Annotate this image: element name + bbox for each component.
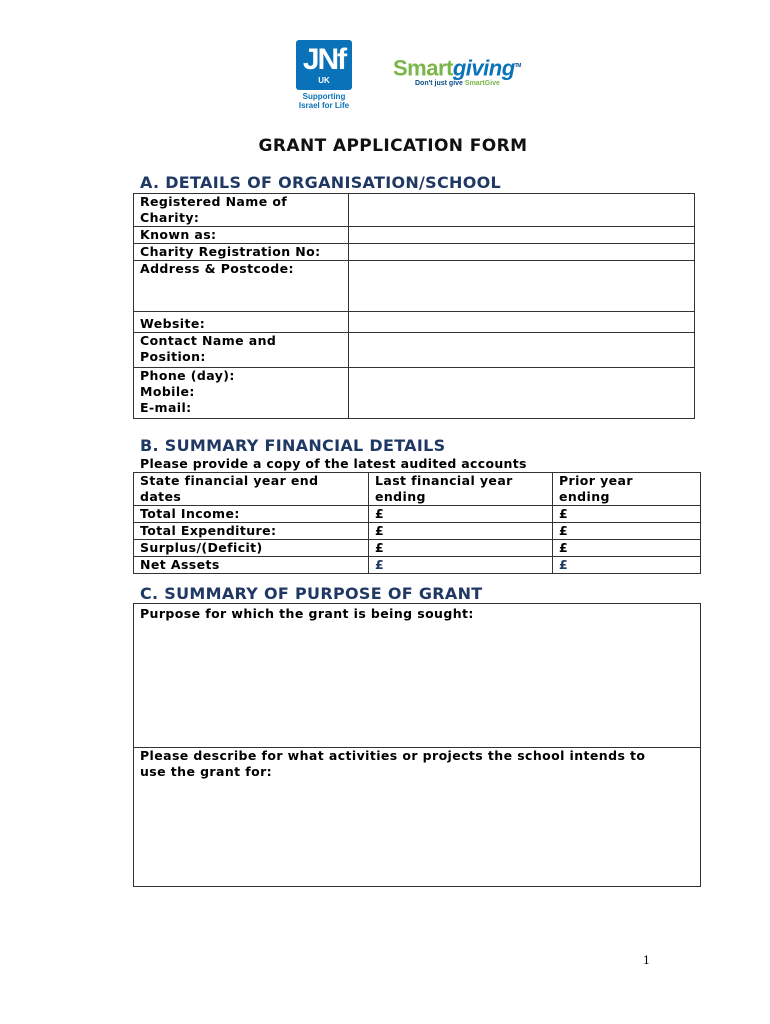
table-row bbox=[134, 312, 695, 333]
purpose-field[interactable] bbox=[134, 604, 701, 748]
section-c-heading: C. SUMMARY OF PURPOSE OF GRANT bbox=[140, 584, 483, 603]
registered-name-field[interactable] bbox=[349, 194, 695, 227]
total-expenditure-label: Total Expenditure: bbox=[134, 523, 369, 540]
form-title: GRANT APPLICATION FORM bbox=[258, 136, 528, 156]
grant-purpose-table bbox=[133, 603, 701, 887]
net-assets-label: Net Assets bbox=[134, 557, 369, 574]
section-b-heading: B. SUMMARY FINANCIAL DETAILS bbox=[140, 436, 446, 455]
net-assets-prior-field[interactable]: £ bbox=[553, 557, 701, 574]
address-field[interactable] bbox=[349, 261, 695, 312]
jnf-logo-uk: UK bbox=[318, 76, 330, 85]
smartgiving-logo bbox=[393, 54, 533, 94]
table-row bbox=[134, 473, 701, 506]
financial-details-table bbox=[133, 472, 701, 574]
activities-prompt: Please describe for what activities or projects the school intends to use the grant for: bbox=[140, 748, 646, 779]
registered-name-label: Registered Name of Charity: bbox=[134, 194, 349, 227]
surplus-deficit-last-field[interactable]: £ bbox=[369, 540, 553, 557]
total-expenditure-last-field[interactable]: £ bbox=[369, 523, 553, 540]
website-field[interactable] bbox=[349, 312, 695, 333]
total-income-label: Total Income: bbox=[134, 506, 369, 523]
section-a-heading: A. DETAILS OF ORGANISATION/SCHOOL bbox=[140, 173, 502, 192]
table-row bbox=[134, 604, 701, 748]
jnf-logo-mark bbox=[296, 40, 352, 90]
jnf-logo-tagline: Supporting Israel for Life bbox=[298, 92, 350, 110]
last-year-header: Last financial year ending bbox=[369, 473, 553, 506]
organisation-details-table bbox=[133, 193, 695, 419]
table-row bbox=[134, 506, 701, 523]
contact-field[interactable] bbox=[349, 333, 695, 368]
table-row bbox=[134, 261, 695, 312]
jnf-logo-text: JNf bbox=[302, 43, 346, 76]
phone-mobile-email-field[interactable] bbox=[349, 368, 695, 419]
page-number: 1 bbox=[643, 954, 650, 967]
table-row bbox=[134, 333, 695, 368]
audited-accounts-note: Please provide a copy of the latest audited accounts bbox=[140, 456, 527, 471]
net-assets-last-field[interactable]: £ bbox=[369, 557, 553, 574]
table-row bbox=[134, 523, 701, 540]
total-expenditure-prior-field[interactable]: £ bbox=[553, 523, 701, 540]
table-row bbox=[134, 244, 695, 261]
table-row bbox=[134, 368, 695, 419]
contact-label: Contact Name and Position: bbox=[134, 333, 349, 368]
purpose-prompt: Purpose for which the grant is being sought: bbox=[140, 606, 474, 621]
registration-no-field[interactable] bbox=[349, 244, 695, 261]
known-as-field[interactable] bbox=[349, 227, 695, 244]
surplus-deficit-label: Surplus/(Deficit) bbox=[134, 540, 369, 557]
address-label: Address & Postcode: bbox=[134, 261, 349, 312]
prior-year-header: Prior year ending bbox=[553, 473, 701, 506]
table-row bbox=[134, 748, 701, 887]
website-label: Website: bbox=[134, 312, 349, 333]
table-row bbox=[134, 194, 695, 227]
known-as-label: Known as: bbox=[134, 227, 349, 244]
registration-no-label: Charity Registration No: bbox=[134, 244, 349, 261]
total-income-prior-field[interactable]: £ bbox=[553, 506, 701, 523]
table-row bbox=[134, 227, 695, 244]
smartgiving-tagline: Don't just give SmartGive bbox=[415, 80, 500, 88]
year-end-header: State financial year end dates bbox=[134, 473, 369, 506]
smartgiving-wordmark: Smartgiving™ bbox=[393, 55, 521, 81]
jnf-uk-logo bbox=[294, 40, 354, 112]
table-row bbox=[134, 557, 701, 574]
surplus-deficit-prior-field[interactable]: £ bbox=[553, 540, 701, 557]
total-income-last-field[interactable]: £ bbox=[369, 506, 553, 523]
phone-mobile-email-label: Phone (day): Mobile: E-mail: bbox=[134, 368, 349, 419]
activities-field[interactable] bbox=[134, 748, 701, 887]
table-row bbox=[134, 540, 701, 557]
